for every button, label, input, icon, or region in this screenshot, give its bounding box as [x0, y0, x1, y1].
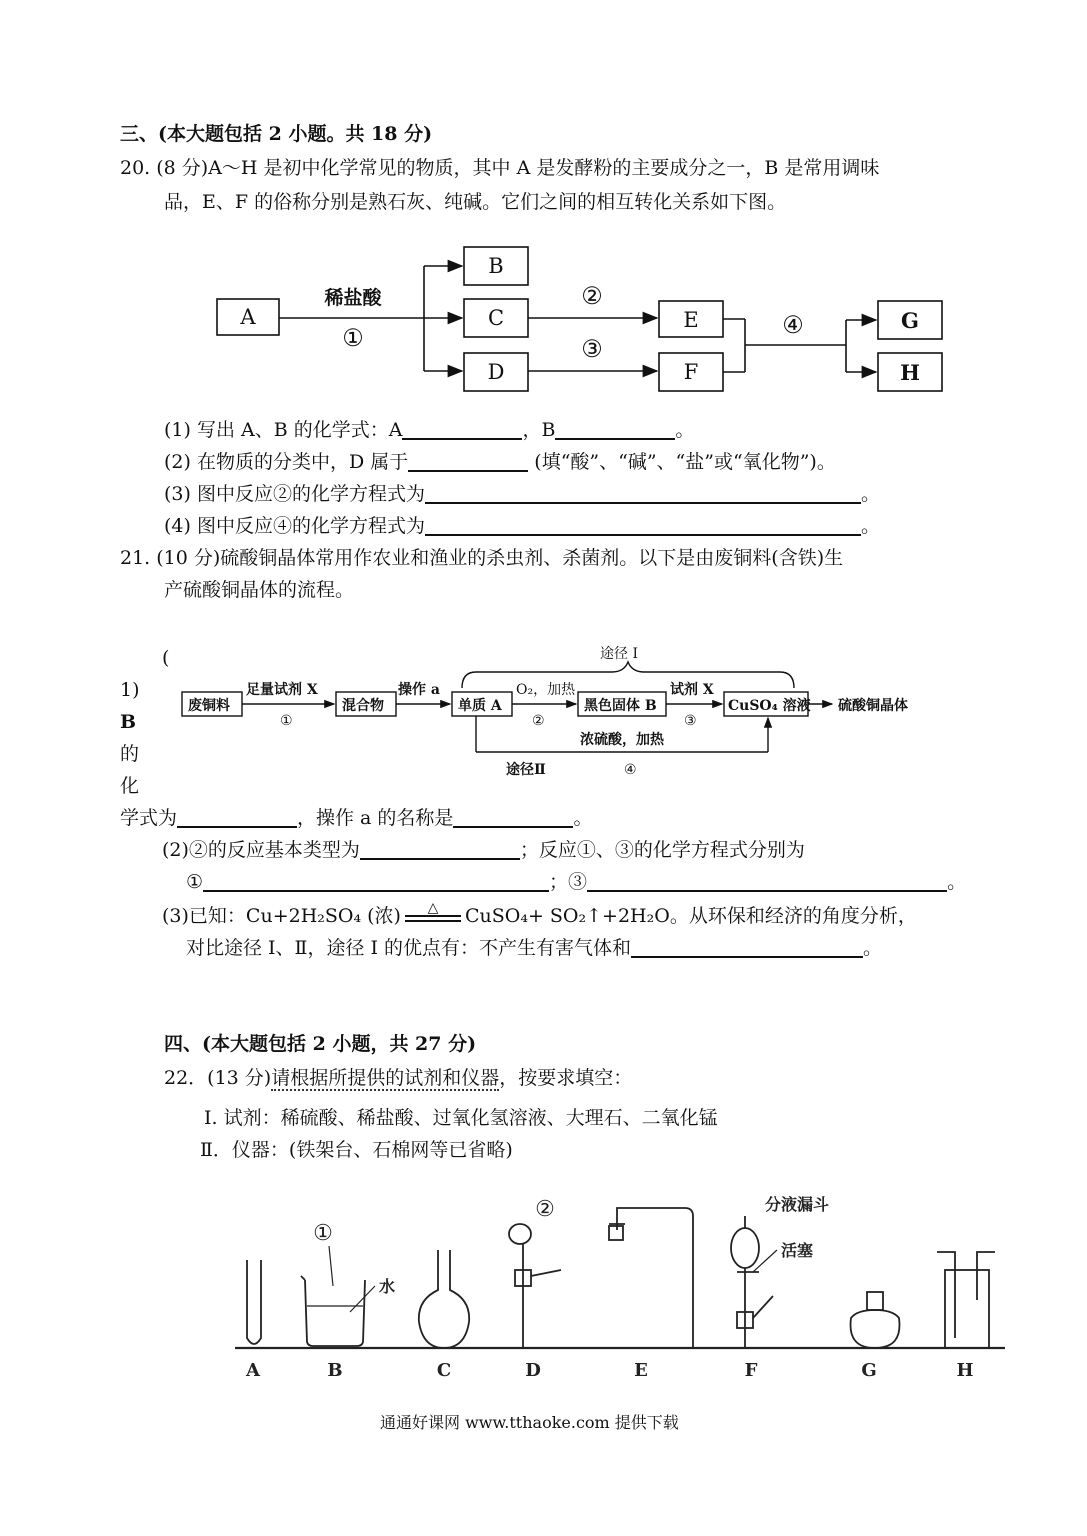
apparatus-water: 水 [378, 1277, 396, 1296]
flow-route1: 途径 I [600, 646, 638, 662]
q20-sub3 [164, 482, 880, 506]
q21-sub3b [186, 936, 882, 960]
q21-sub3-suffix: CuSO₄+ SO₂↑+2H₂O。从环保和经济的角度分析， [464, 905, 917, 927]
apparatus-label-6: G [861, 1360, 877, 1381]
label-h: H [900, 360, 920, 385]
q21-sub2b-end: 。 [947, 871, 967, 893]
footer: 通通好课网 www.tthaoke.com 提供下载 [380, 1413, 679, 1432]
q20-blank-d[interactable] [408, 452, 528, 472]
q20-sub3-end: 。 [860, 483, 880, 505]
flow-n1: ① [280, 713, 293, 729]
apparatus-label-7: H [956, 1360, 974, 1381]
label-a: A [240, 305, 256, 329]
q21-blank-eq1[interactable] [203, 872, 549, 892]
q21-delta: △ [427, 900, 439, 916]
flow-element-a: 单质 A [458, 698, 502, 714]
flow-reagent-x2: 试剂 X [670, 682, 714, 698]
flow-n4: ④ [624, 762, 637, 778]
q21-flow-diagram [176, 636, 966, 782]
q20-sub4 [164, 514, 880, 538]
q21-sub3b-end: 。 [863, 937, 883, 959]
apparatus-label-3: D [525, 1360, 541, 1381]
q20-sub1-mid: ，B [522, 419, 556, 441]
q21-sub1-prefix: 学式为 [120, 807, 178, 829]
q20-sub1 [164, 418, 694, 442]
flow-crystal: 硫酸铜晶体 [838, 698, 908, 714]
q21-blank-eq3[interactable] [587, 872, 947, 892]
q22-line1-dotted: 请根据所提供的试剂和仪器 [271, 1067, 500, 1089]
apparatus-stopcock: 活塞 [780, 1241, 814, 1260]
q20-blank-eq2[interactable] [425, 484, 861, 504]
q20-conversion-diagram [200, 238, 960, 402]
label-d: D [487, 360, 505, 384]
apparatus-f-separatory-funnel [731, 1228, 759, 1268]
q21-blank-op-a[interactable] [453, 808, 573, 828]
q20-sub2-prefix: (2) 在物质的分类中，D 属于 [164, 451, 409, 473]
q20-sub1-end: 。 [675, 419, 695, 441]
q21-line2: 产硫酸铜晶体的流程。 [164, 579, 355, 601]
q20-line2: 品，E、F 的俗称分别是熟石灰、纯碱。它们之间的相互转化关系如下图。 [164, 191, 787, 213]
flow-o2-heat: O₂，加热 [516, 682, 576, 698]
q22-line1 [164, 1066, 632, 1090]
q22-line1-suffix: ，按要求填空： [499, 1067, 633, 1089]
flow-route2: 途径Ⅱ [506, 762, 546, 778]
label-reagent: 稀盐酸 [324, 287, 382, 309]
label-e: E [683, 308, 699, 332]
apparatus-b-beaker [305, 1280, 365, 1346]
q20-sub1-prefix: (1) 写出 A、B 的化学式：A [164, 419, 403, 441]
q20-blank-a[interactable] [402, 420, 522, 440]
q21-sub1-end: 。 [573, 807, 593, 829]
q21-sub3-prefix: (3)已知：Cu+2H₂SO₄ (浓) [162, 905, 401, 927]
apparatus-label-1: B [327, 1360, 343, 1381]
q21-left-char-2: B [120, 711, 137, 733]
q20-sub2 [164, 450, 836, 474]
q20-sub3-prefix: (3) 图中反应②的化学方程式为 [164, 483, 425, 505]
q22-apparatus-figure [225, 1188, 1015, 1388]
flow-cuso4: CuSO₄ 溶液 [728, 698, 811, 714]
q21-left-char-0: ( [162, 647, 170, 669]
q21-sub1 [120, 806, 592, 830]
label-step3: ③ [581, 335, 603, 363]
q20-blank-b[interactable] [555, 420, 675, 440]
q21-left-char-4: 化 [120, 775, 140, 797]
q21-sub2-mid: ；反应①、③的化学方程式分别为 [519, 839, 805, 861]
label-b: B [488, 254, 504, 278]
q22-line1-prefix: 22．(13 分) [164, 1067, 272, 1089]
flow-black-b: 黑色固体 B [584, 698, 657, 714]
q21-sub2b [186, 870, 966, 894]
q21-heat-equals-sign [401, 900, 465, 924]
flow-reagent-x1: 足量试剂 X [246, 682, 318, 698]
apparatus-h-gas-bottle [945, 1270, 989, 1348]
label-c: C [487, 306, 505, 330]
q21-blank-advantage[interactable] [631, 938, 863, 958]
flow-conc: 浓硫酸，加热 [580, 732, 664, 748]
q20-line1: 20. (8 分)A～H 是初中化学常见的物质，其中 A 是发酵粉的主要成分之一，B 是常用调味 [120, 157, 880, 179]
apparatus-c-flask [419, 1250, 469, 1348]
apparatus-label-0: A [246, 1360, 260, 1381]
label-step1: ① [342, 324, 364, 352]
label-g: G [901, 308, 919, 333]
q21-sub2b-b: ；③ [549, 871, 588, 893]
q20-sub4-end: 。 [860, 515, 880, 537]
q21-blank-reaction-type[interactable] [360, 840, 520, 860]
q21-sub2-prefix: (2)②的反应基本类型为 [162, 839, 360, 861]
flow-mixture: 混合物 [342, 698, 384, 714]
section3-heading: 三、(本大题包括 2 小题。共 18 分) [120, 123, 433, 145]
q21-sub2 [162, 838, 805, 862]
apparatus-funnel: 分液漏斗 [764, 1195, 830, 1214]
flow-n2: ② [532, 713, 545, 729]
q21-sub3b-prefix: 对比途径 I、Ⅱ，途径 I 的优点有：不产生有害气体和 [186, 937, 632, 959]
q21-sub2b-a: ① [186, 871, 204, 893]
q22-line2: Ⅰ. 试剂：稀硫酸、稀盐酸、过氧化氢溶液、大理石、二氧化锰 [204, 1107, 718, 1129]
flow-n3: ③ [684, 713, 697, 729]
label-step2: ② [581, 282, 603, 310]
q21-line1: 21. (10 分)硫酸铜晶体常用作农业和渔业的杀虫剂、杀菌剂。以下是由废铜料(含铁)生 [120, 547, 844, 569]
q20-sub2-suffix: (填“酸”、“碱”、“盐”或“氧化物”)。 [534, 451, 836, 473]
flow-waste: 废铜料 [188, 698, 230, 714]
apparatus-e-bent-tube [609, 1208, 693, 1348]
q21-sub3 [162, 900, 917, 928]
q21-blank-b-formula[interactable] [177, 808, 297, 828]
q21-sub1-mid: ，操作 a 的名称是 [297, 807, 454, 829]
q20-sub4-prefix: (4) 图中反应④的化学方程式为 [164, 515, 425, 537]
apparatus-circle1: ① [313, 1221, 333, 1246]
apparatus-d-funnel-bulb [509, 1224, 531, 1244]
q20-blank-eq4[interactable] [425, 516, 861, 536]
q21-left-char-1: 1) [120, 679, 140, 701]
apparatus-label-5: F [744, 1360, 758, 1381]
q22-line3: Ⅱ．仪器：(铁架台、石棉网等已省略) [200, 1139, 513, 1161]
label-step4: ④ [782, 311, 804, 339]
apparatus-circle2: ② [535, 1197, 555, 1222]
apparatus-g-alcohol-lamp [851, 1310, 900, 1348]
flow-op-a: 操作 a [398, 682, 440, 698]
apparatus-label-2: C [436, 1360, 452, 1381]
section4-heading: 四、(本大题包括 2 小题，共 27 分) [164, 1033, 477, 1055]
apparatus-a-test-tube [247, 1260, 261, 1344]
q21-left-char-3: 的 [120, 743, 140, 765]
label-f: F [683, 360, 699, 384]
apparatus-label-4: E [634, 1360, 648, 1381]
